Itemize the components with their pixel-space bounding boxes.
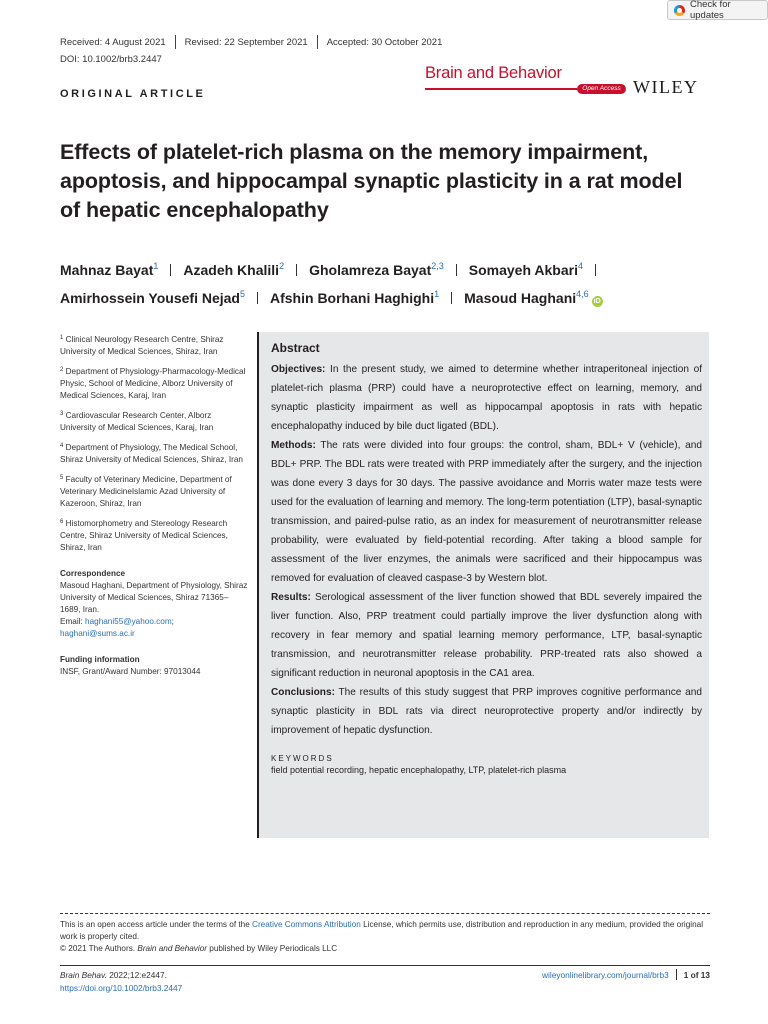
affiliation: $^1$ Clinical Neurology Research Centre, Shiraz University of Medical Sciences, Shiraz, Iran (60, 335, 224, 356)
footer-right (542, 969, 710, 980)
article-dates (60, 35, 442, 49)
abstract-body: Objectives: In the present study, we aimed to determine whether intraperitoneal injection of platelet-rich plasma (PRP) could have a neuroprotective effect on learning, memory, and synaptic plasticity impairment as well as hippocampal apoptosis in rats with hepatic encephalopathy induced by bile duct ligated (BDL). Methods: The rats were divided into four groups: the control, sham, BDL+ V (vehicle), and BDL+ PRP. The BDL rats were treated with PRP immediately after the surgery, and the injection was done every 3 days for 30 days. The passive avoidance and Morris water maze tests were used for the evaluation of learning and memory. The long-term potentiation (LTP), basal-synaptic transmission, and paired-pulse ratio, as an index for measurement of neurotransmitter release probability, were evaluated by field-potential recording. After taking a blood sample for assessment of the liver enzymes, the animals were sacrificed and their hippocampus was removed for evaluation of cleaved caspase-3 by Western blot. Results: Serological assessment of the liver function showed that BDL severely impaired the liver function. Also, PRP treatment could partially improve the liver dysfunction along with recovery in fear memory and spatial learning memory performance, LTP, basal-synaptic transmission, and neurotransmitter release probability. PRP-treated rats also showed a significant reduction in neuronal apoptosis in the CA1 area. Conclusions: The results of this study suggest that PRP improves cognitive performance and synaptic plasticity in BDL rats via direct neuroprotective property and/or indirectly by improvement of hepatic dysfunction. (271, 364, 702, 736)
affiliation: $^5$ Faculty of Veterinary Medicine, Department of Veterinary MedicineIslamic Azad University of Kazeroon, Shiraz, Iran (60, 475, 232, 508)
correspondence-text: Masoud Haghani, Department of Physiology, Shiraz University of Medical Sciences, Shiraz 71365–1689, Iran. (60, 581, 248, 614)
affiliation: $^3$ Cardiovascular Research Center, Alborz University of Medical Sciences, Karaj, Iran (60, 411, 214, 432)
affiliation: $^6$ Histomorphometry and Stereology Research Centre, Shiraz University of Medical Sciences, Shiraz, Iran (60, 519, 228, 552)
accepted-date: Accepted: 30 October 2021 (326, 36, 443, 48)
author[interactable]: Masoud Haghani$^{4,6}$ (464, 289, 589, 306)
article-title: Effects of platelet-rich plasma on the memory impairment, apoptosis, and hippocampal synaptic plasticity in a rat model of hepatic encephalopathy (60, 140, 683, 222)
article-type: ORIGINAL ARTICLE (60, 88, 206, 100)
open-access-badge: Open Access (577, 84, 626, 94)
author[interactable]: Azadeh Khalili$^2$ (183, 261, 285, 278)
received-date: Received: 4 August 2021 (60, 36, 166, 48)
publisher-logo: WILEY (633, 77, 699, 97)
funding-text: INSF, Grant/Award Number: 97013044 (60, 667, 201, 676)
divider (296, 264, 297, 276)
footer-citation: Brain Behav. 2022;12:e2447. https://doi.org/10.1002/brb3.2447 (60, 970, 183, 993)
author-list (60, 254, 710, 310)
author[interactable]: Somayeh Akbari$^4$ (468, 261, 583, 278)
doi: DOI: 10.1002/brb3.2447 (60, 54, 162, 65)
author[interactable]: Mahnaz Bayat$^1$ (60, 261, 159, 278)
revised-date: Revised: 22 September 2021 (184, 36, 308, 48)
abstract-heading: Abstract (271, 341, 320, 355)
keywords-heading: KEYWORDS (271, 754, 334, 763)
doi-link[interactable]: https://doi.org/10.1002/brb3.2447 (60, 982, 183, 993)
correspondence-email: Email: haghani55@yahoo.com; haghani@sums.ac.ir (60, 617, 174, 638)
check-for-updates-button[interactable] (667, 0, 768, 20)
affiliation: $^4$ Department of Physiology, The Medical School, Shiraz University of Medical Sciences, Shiraz, Iran (60, 443, 243, 464)
journal-url-link[interactable]: wileyonlinelibrary.com/journal/brb3 (542, 969, 669, 980)
journal-name: Brain and Behavior (425, 64, 562, 82)
page-number: 1 of 13 (683, 969, 710, 980)
email-link[interactable]: haghani55@yahoo.com (85, 617, 172, 626)
email-link[interactable]: haghani@sums.ac.ir (60, 629, 135, 638)
license-text: This is an open access article under the terms of the Creative Commons Attribution License, which permits use, distribution and reproduction in any medium, provided the original work is properly cited. © 2021 The Authors. Brain and Behavior published by Wiley Periodicals LLC (60, 920, 704, 953)
correspondence (60, 568, 248, 640)
footer-rule (60, 965, 710, 966)
divider (676, 969, 677, 980)
crossmark-icon (674, 5, 685, 16)
orcid-icon[interactable]: iD (593, 298, 601, 305)
divider (257, 292, 258, 304)
divider (175, 35, 176, 49)
divider (595, 264, 596, 276)
divider (451, 292, 452, 304)
divider (170, 264, 171, 276)
correspondence-heading: Correspondence (60, 569, 126, 578)
check-for-updates-label: Check for updates (689, 0, 731, 21)
author[interactable]: Gholamreza Bayat$^{2,3}$ (309, 261, 444, 278)
dashed-divider (60, 913, 710, 914)
divider (317, 35, 318, 49)
journal-rule (425, 88, 577, 90)
author[interactable]: Afshin Borhani Haghighi$^1$ (270, 289, 440, 306)
affiliations-column (60, 332, 248, 678)
funding (60, 654, 248, 678)
affiliation: $^2$ Department of Physiology-Pharmacology-Medical Physic, School of Medicine, Alborz University of Medical Sciences, Karaj, Iran (60, 367, 246, 400)
abstract-box (257, 332, 709, 838)
divider (456, 264, 457, 276)
funding-heading: Funding information (60, 655, 140, 664)
keywords: field potential recording, hepatic encephalopathy, LTP, platelet-rich plasma (271, 765, 567, 775)
creative-commons-link[interactable]: Creative Commons Attribution (252, 920, 361, 929)
author[interactable]: Amirhossein Yousefi Nejad$^5$ (60, 289, 245, 306)
